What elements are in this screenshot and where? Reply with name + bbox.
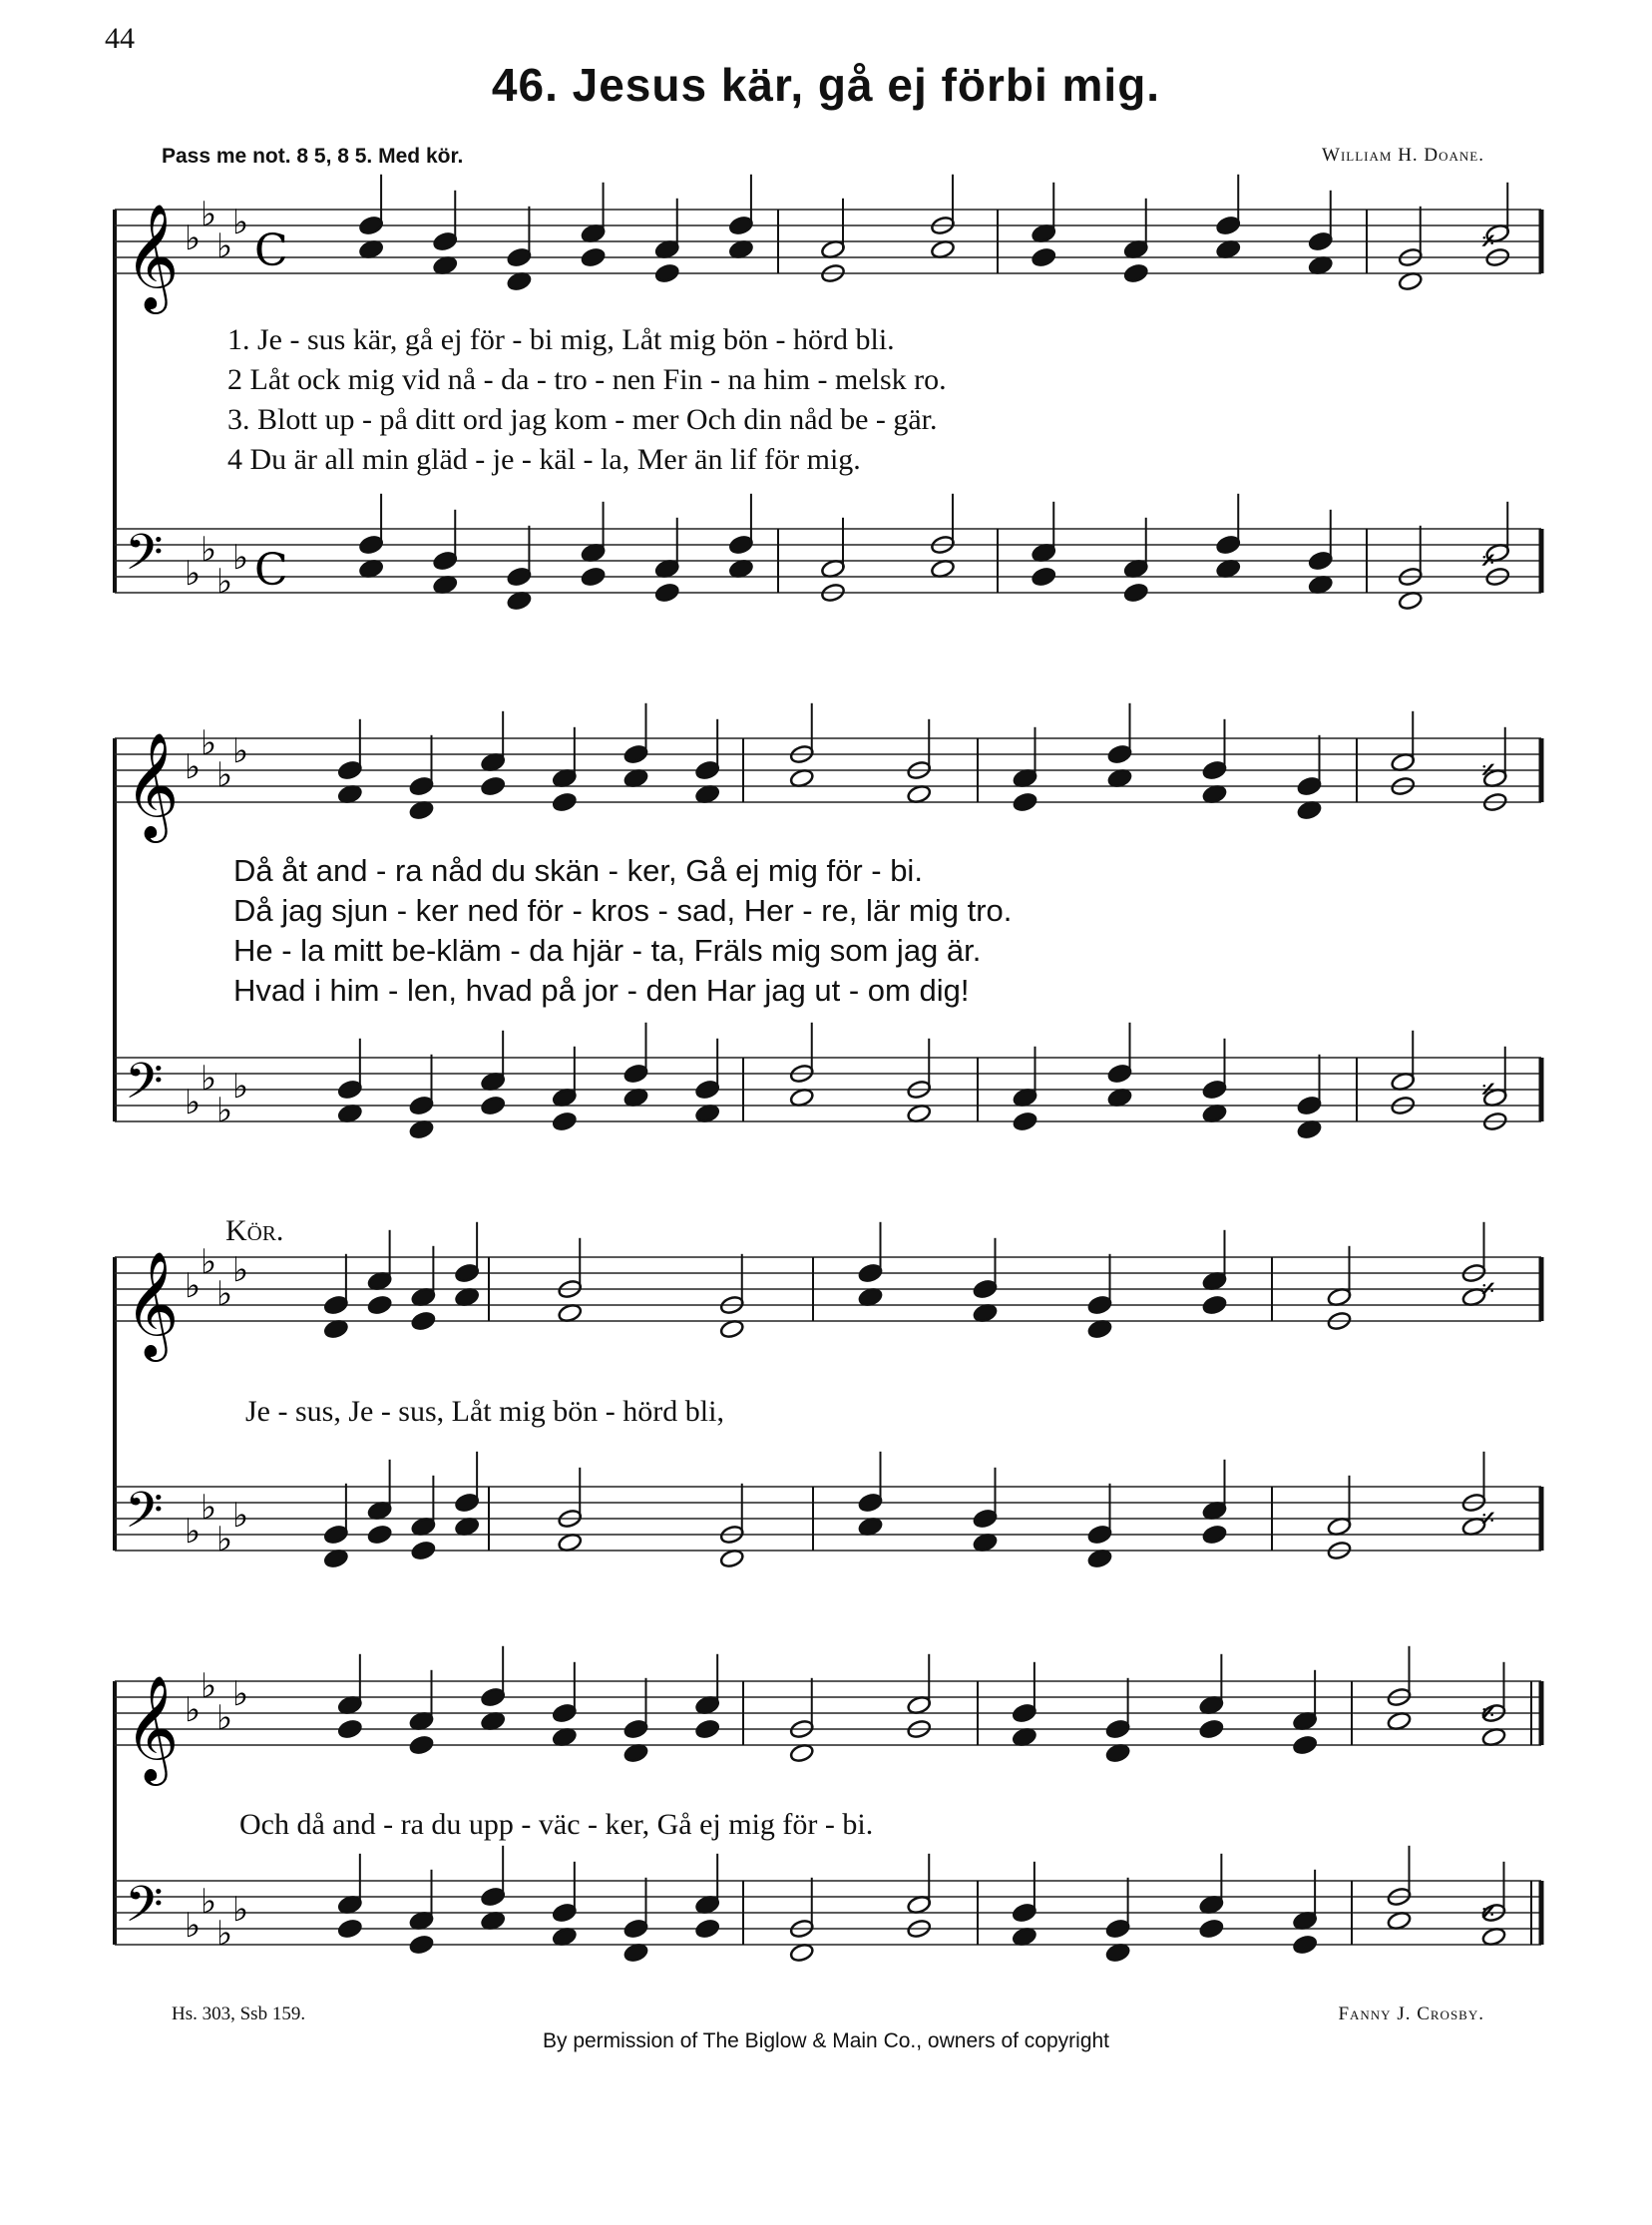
flat-icon: ♭ xyxy=(185,1906,202,1946)
tune-meter: Pass me not. 8 5, 8 5. Med kör. xyxy=(162,145,464,168)
notehead xyxy=(358,535,383,556)
notehead xyxy=(433,231,458,252)
repeat-sign-icon: 𝄎 xyxy=(1481,544,1495,578)
notehead xyxy=(1308,551,1333,572)
bass-staff xyxy=(115,494,1541,612)
flat-icon: ♭ xyxy=(185,1690,202,1730)
repeat-sign-icon: 𝄎 xyxy=(1481,1696,1495,1730)
treble-clef-icon: 𝄞 xyxy=(125,1674,180,1781)
bass-clef-icon: 𝄢 xyxy=(125,1053,164,1122)
notehead xyxy=(507,247,532,268)
notehead xyxy=(1216,535,1241,556)
notehead xyxy=(1013,792,1037,813)
notehead xyxy=(409,776,434,797)
flat-icon: ♭ xyxy=(216,1274,233,1314)
flat-icon: ♭ xyxy=(232,1890,249,1930)
key-signature xyxy=(185,1242,248,1314)
notehead xyxy=(1202,1295,1227,1316)
notehead xyxy=(411,1541,436,1561)
notehead xyxy=(1123,583,1148,604)
notehead xyxy=(623,1919,648,1940)
notehead xyxy=(409,1935,434,1956)
treble-clef-icon: 𝄞 xyxy=(125,731,180,838)
common-time-icon: C xyxy=(254,545,288,596)
notehead xyxy=(454,1493,479,1514)
notehead xyxy=(1107,744,1132,765)
notehead xyxy=(581,247,606,268)
notehead xyxy=(1202,1080,1227,1101)
flat-icon: ♭ xyxy=(185,1083,202,1122)
verse-4-line-1: 4 Du är all min gläd - je - käl - la, Mer än lif för mig. xyxy=(227,443,861,476)
verse-3-line-1: 3. Blott up - på ditt ord jag kom - mer Och din nåd be - gär. xyxy=(227,403,938,436)
author-credit: Fanny J. Crosby. xyxy=(1338,2003,1484,2024)
repeat-sign-icon: 𝄎 xyxy=(1481,1073,1495,1107)
treble-staff xyxy=(115,1222,1541,1362)
repeat-sign-icon: 𝄎 xyxy=(1481,224,1495,258)
notehead xyxy=(1032,247,1056,268)
flat-icon: ♭ xyxy=(201,195,217,234)
notehead xyxy=(552,792,577,813)
flat-icon: ♭ xyxy=(201,1882,217,1922)
notehead xyxy=(1297,1096,1322,1116)
chorus-line-2: Och då and - ra du upp - väc - ker, Gå ej mig för - bi. xyxy=(239,1808,874,1841)
flat-icon: ♭ xyxy=(216,1091,233,1130)
hymn-title: 46. Jesus kär, gå ej förbi mig. xyxy=(491,59,1161,111)
notehead xyxy=(858,1493,883,1514)
chorus-line-1: Je - sus, Je - sus, Låt mig bön - hörd bli, xyxy=(245,1395,724,1428)
notehead xyxy=(480,1687,505,1708)
notehead xyxy=(728,535,753,556)
notehead xyxy=(1105,1919,1130,1940)
music-system-3 xyxy=(0,1242,1652,1616)
notehead xyxy=(433,551,458,572)
flat-icon: ♭ xyxy=(232,538,249,578)
notehead xyxy=(1012,1703,1036,1724)
flat-icon: ♭ xyxy=(185,1266,202,1306)
chorus-label: Kör. xyxy=(225,1214,284,1247)
notehead xyxy=(973,1279,998,1300)
music-system-1 xyxy=(0,180,1652,698)
flat-icon: ♭ xyxy=(232,1067,249,1107)
bass-clef-icon: 𝄢 xyxy=(125,1876,164,1946)
treble-clef-icon: 𝄞 xyxy=(125,1250,180,1357)
bass-clef-icon: 𝄢 xyxy=(125,524,164,594)
treble-clef-icon: 𝄞 xyxy=(125,203,180,309)
notehead xyxy=(358,216,383,236)
bass-staff xyxy=(115,1023,1541,1140)
notehead xyxy=(454,1263,479,1284)
flat-icon: ♭ xyxy=(232,1674,249,1714)
notehead xyxy=(1202,760,1227,781)
notehead xyxy=(694,760,719,781)
verse-4-line-2: Hvad i him - len, hvad på jor - den Har jag ut - om dig! xyxy=(233,973,970,1008)
common-time-icon: C xyxy=(254,225,288,276)
notehead xyxy=(1012,1903,1036,1924)
flat-icon: ♭ xyxy=(232,203,249,242)
hymnal-reference: Hs. 303, Ssb 159. xyxy=(172,2003,306,2024)
notehead xyxy=(1032,567,1056,588)
notehead xyxy=(552,1703,577,1724)
treble-staff xyxy=(115,1646,1541,1786)
notehead xyxy=(1292,1735,1317,1756)
flat-icon: ♭ xyxy=(232,1496,249,1536)
notehead xyxy=(623,1064,648,1085)
notehead xyxy=(480,1887,505,1908)
notehead xyxy=(552,1112,577,1132)
notehead xyxy=(694,1080,719,1101)
notehead xyxy=(694,1719,719,1740)
notehead xyxy=(480,776,505,797)
notehead xyxy=(858,1263,883,1284)
flat-icon: ♭ xyxy=(201,1242,217,1282)
flat-icon: ♭ xyxy=(216,755,233,795)
notehead xyxy=(654,583,679,604)
key-signature xyxy=(185,195,248,266)
flat-icon: ♭ xyxy=(201,530,217,570)
key-signature xyxy=(185,1882,248,1954)
key-signature xyxy=(185,1666,248,1738)
notehead xyxy=(1297,776,1322,797)
repeat-sign-icon: 𝄎 xyxy=(1481,1896,1495,1930)
key-signature xyxy=(185,1059,248,1130)
notehead xyxy=(409,1735,434,1756)
bass-staff xyxy=(115,1846,1541,1964)
flat-icon: ♭ xyxy=(216,562,233,602)
notehead xyxy=(1087,1525,1112,1546)
notehead xyxy=(337,760,362,781)
notehead xyxy=(1087,1295,1112,1316)
key-signature xyxy=(185,723,248,795)
notehead xyxy=(367,1295,392,1316)
notehead xyxy=(337,1080,362,1101)
verse-2-line-2: Då jag sjun - ker ned för - kros - sad, Her - re, lär mig tro. xyxy=(233,893,1013,928)
flat-icon: ♭ xyxy=(232,731,249,771)
bass-staff xyxy=(115,1452,1541,1569)
notehead xyxy=(581,567,606,588)
verse-1-line-1: 1. Je - sus kär, gå ej för - bi mig, Låt mig bön - hörd bli. xyxy=(227,323,895,356)
flat-icon: ♭ xyxy=(185,554,202,594)
notehead xyxy=(323,1295,348,1316)
verse-3-line-2: He - la mitt be-kläm - da hjär - ta, Fräls mig som jag är. xyxy=(233,933,982,968)
flat-icon: ♭ xyxy=(201,723,217,763)
page-number: 44 xyxy=(105,22,135,55)
notehead xyxy=(337,1719,362,1740)
copyright-notice: By permission of The Biglow & Main Co., owners of copyright xyxy=(542,2029,1110,2052)
verse-2-line-1: 2 Låt ock mig vid nå - da - tro - nen Fin - na him - melsk ro. xyxy=(227,363,947,396)
notehead xyxy=(409,1096,434,1116)
notehead xyxy=(1199,1919,1224,1940)
flat-icon: ♭ xyxy=(201,1059,217,1099)
flat-icon: ♭ xyxy=(185,219,202,258)
flat-icon: ♭ xyxy=(185,747,202,787)
flat-icon: ♭ xyxy=(201,1488,217,1528)
flat-icon: ♭ xyxy=(216,1698,233,1738)
treble-staff xyxy=(115,175,1541,314)
notehead xyxy=(654,263,679,284)
composer-credit: William H. Doane. xyxy=(1322,145,1484,166)
notehead xyxy=(480,1096,505,1116)
flat-icon: ♭ xyxy=(216,226,233,266)
notehead xyxy=(552,1903,577,1924)
flat-icon: ♭ xyxy=(232,1250,249,1290)
repeat-sign-icon: 𝄎 xyxy=(1481,1502,1495,1536)
notehead xyxy=(1308,231,1333,252)
notehead xyxy=(507,567,532,588)
notehead xyxy=(1013,1112,1037,1132)
flat-icon: ♭ xyxy=(201,1666,217,1706)
notehead xyxy=(623,1719,648,1740)
notehead xyxy=(411,1311,436,1332)
verse-1-line-2: Då åt and - ra nåd du skän - ker, Gå ej mig för - bi. xyxy=(233,853,923,888)
notehead xyxy=(694,1919,719,1940)
treble-staff xyxy=(115,703,1541,843)
bass-clef-icon: 𝄢 xyxy=(125,1482,164,1552)
notehead xyxy=(1292,1935,1317,1956)
notehead xyxy=(1107,1064,1132,1085)
notehead xyxy=(728,216,753,236)
notehead xyxy=(1105,1719,1130,1740)
flat-icon: ♭ xyxy=(216,1520,233,1559)
notehead xyxy=(1123,263,1148,284)
key-signature xyxy=(185,530,248,602)
flat-icon: ♭ xyxy=(185,1512,202,1552)
notehead xyxy=(973,1509,998,1530)
key-signature xyxy=(185,1488,248,1559)
flat-icon: ♭ xyxy=(216,1914,233,1954)
notehead xyxy=(1216,216,1241,236)
notehead xyxy=(367,1525,392,1546)
repeat-sign-icon: 𝄎 xyxy=(1481,753,1495,787)
notehead xyxy=(337,1919,362,1940)
notehead xyxy=(623,744,648,765)
notehead xyxy=(1199,1719,1224,1740)
notehead xyxy=(1202,1525,1227,1546)
repeat-sign-icon: 𝄎 xyxy=(1481,1272,1495,1306)
notehead xyxy=(323,1525,348,1546)
